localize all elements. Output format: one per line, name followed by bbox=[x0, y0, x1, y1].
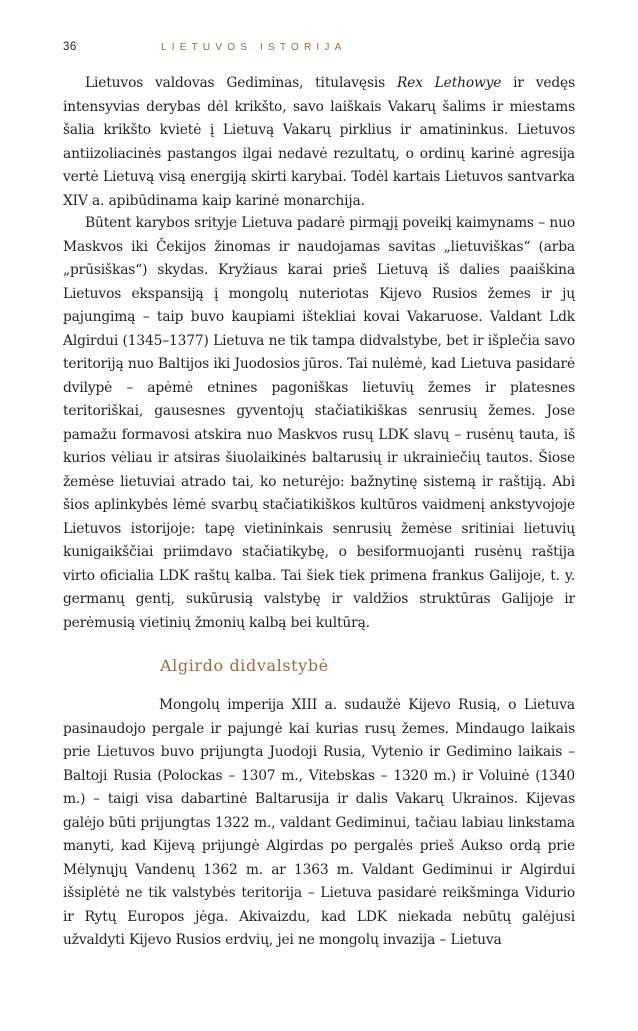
paragraph-1-lead: Lietuvos valdovas Gediminas, titulavęsis bbox=[85, 75, 397, 91]
paragraph-2-text: Būtent karybos srityje Lietuva padarė pirmąjį poveikį kaimynams – nuo Maskvos iki Čekijos žinomas ir naudojamas savitas „lietuviškas“ (arba „prūsiškas“) skydas. Kryžiaus karai prieš Lietuvą iš dalies paaiškina Lietuvos ekspansiją į mongolų nuteriotas Kijevo Rusios žemes ir jų pajungimą – taip buvo kaupiami ištekliai kovai Vakaruose. Valdant Ldk Algirdui (1345–1377) Lietuva ne tik tampa didvalstybe, bet ir išplečia savo teritoriją nuo Baltijos iki Juodosios jūros. Tai nulėmė, kad Lietuva pasidarė dvilypė – apėmė etnines pagoniškas lietuvių žemes ir platesnes teritoriškai, gausesnes gyventojų stačiatikiškas senrusių žemes. Jose pamažu formavosi atskira nuo Maskvos rusų LDK slavų – rusėnų tauta, iš kurios vėliau ir atsiras šiuolaikinės baltarusių ir ukrainiečių tautos. Šiose žemėse lietuviai atrado tai, ko neturėjo: bažnytinę sistemą ir raštiją. Abi šios aplinkybės lėmė svarbų stačiatikiškos kultūros vaidmenį ankstyvojoje Lietuvos istorijoje: tapę vietininkais senrusių žemėse sritiniai lietuvių kunigaikščiai priimdavo stačiatikybę, o besiformuojanti rusėnų raštija virto oficialia LDK raštų kalba. Tai šiek tiek primena frankus Galijoje, t. y. germanų gentį, sukūrusią valstybę ir valdžios struktūras Galijoje ir perėmusią vietinių žmonių kalbą bei kultūrą. bbox=[63, 215, 575, 631]
paragraph-1 bbox=[63, 72, 575, 213]
section-paragraph bbox=[63, 694, 575, 953]
running-title: LIETUVOS ISTORIJA bbox=[161, 42, 347, 53]
paragraph-1-text bbox=[63, 72, 575, 213]
section-heading: Algirdo didvalstybė bbox=[160, 656, 329, 675]
paragraph-2 bbox=[63, 212, 575, 635]
paragraph-1-rest: ir vedęs intensyvias derybas dėl krikšto, savo laiškais Vakarų šalims ir miestams šalia krikšto kvietė į Lietuvą Vakarų pirklius ir amatininkus. Lietuvos antiizoliacinės pastangos ilgai nedavė rezultatų, o ordinų karinė agresija vertė Lietuvą visą energiją skirti karybai. Todėl kartais Lietuvos santvarka XIV a. apibūdinama kaip karinė monarchija. bbox=[63, 75, 576, 209]
page-number: 36 bbox=[63, 41, 77, 53]
paragraph-1-italic-title: Rex Lethowye bbox=[396, 75, 502, 91]
running-header bbox=[63, 41, 573, 61]
section-paragraph-text: Mongolų imperija XIII a. sudaužė Kijevo Rusią, o Lietuva pasinaudojo pergale ir pajungė kai kurias rusų žemes. Mindaugo laikais prie Lietuvos buvo prijungta Juodoji Rusia, Vytenio ir Gedimino laikais – Baltoji Rusia (Polockas – 1307 m., Vitebskas – 1320 m.) ir Voluinė (1340 m.) – taigi visa dabartinė Baltarusija ir dalis Vakarų Ukrainos. Kijevas galėjo būti prijungtas 1322 m., valdant Gediminui, tačiau labiau linkstama manyti, kad Kijevą prijungė Algirdas po pergalės prieš Aukso ordą prie Mėlynųjų Vandenų 1362 m. ar 1363 m. Valdant Gediminui ir Algirdui išsiplėtė ne tik valstybės teritorija – Lietuva pasidarė reikšminga Vidurio ir Rytų Europos jėga. Akivaizdu, kad LDK niekada nebūtų galėjusi užvaldyti Kijevo Rusios erdvių, jei ne mongolų invazija – Lietuva bbox=[63, 697, 575, 948]
